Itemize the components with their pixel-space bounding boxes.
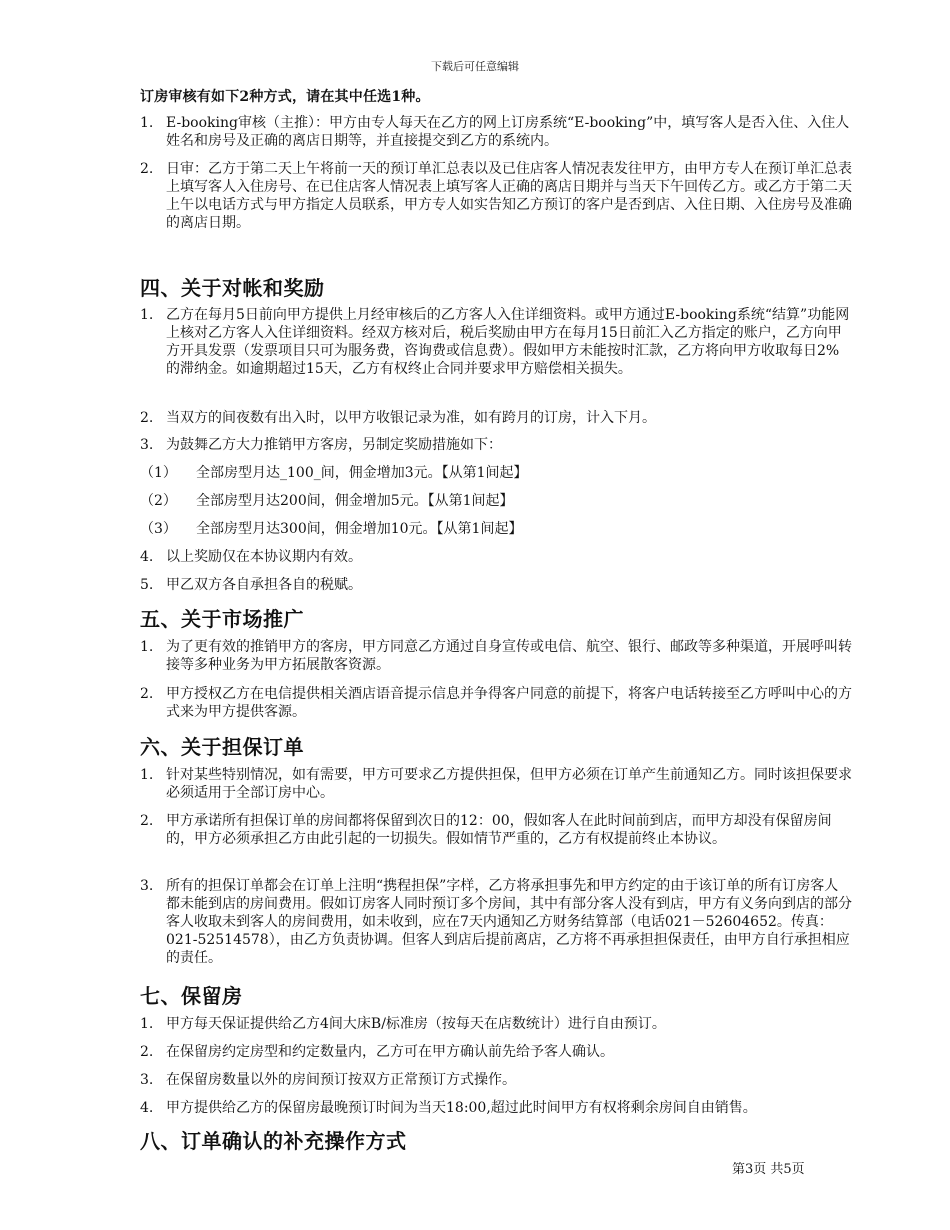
item-number: 2. [140, 686, 154, 702]
item-text: 日审：乙方于第二天上午将前一天的预订单汇总表以及已住店客人情况表发往甲方，由甲方专人在预订单汇总表上填写客人入住房号、在已住店客人情况表上填写客人正确的离店日期并与当天下午回传乙方。或乙方于第二天上午以电话方式与甲方指定人员联系，甲方专人如实告知乙方预订的客户是否到店、入住日期、入住房号及准确的离店日期。 [166, 161, 852, 231]
intro-heading: 订房审核有如下2种方式，请在其中任选1种。 [140, 89, 430, 105]
item-number: 3. [140, 878, 154, 894]
section-7-item-3 [140, 1071, 852, 1089]
section-8-title: 八、订单确认的补充操作方式 [140, 1129, 407, 1153]
item-text: E-booking审核（主推）：甲方由专人每天在乙方的网上订房系统“E-booking”中，填写客人是否入住、入住人姓名和房号及正确的离店日期等，并直接提交到乙方的系统内。 [166, 115, 850, 149]
item-number: 5. [140, 577, 154, 593]
item-text: 乙方在每月5日前向甲方提供上月经审核后的乙方客人入住详细资料。或甲方通过E-booking系统“结算”功能网上核对乙方客人入住详细资料。经双方核对后，税后奖励由甲方在每月15日前汇入乙方指定的账户，乙方向甲方开具发票（发票项目只可为服务费，咨询费或信息费）。假如甲方未能按时汇款，乙方将向甲方收取每日2%的滞纳金。如逾期超过15天，乙方有权终止合同并要求甲方赔偿相关损失。 [166, 307, 850, 377]
item-text: 在保留房数量以外的房间预订按双方正常预订方式操作。 [166, 1072, 516, 1088]
item-text: 甲方提供给乙方的保留房最晚预订时间为当天18:00,超过此时间甲方有权将剩余房间自由销售。 [166, 1100, 757, 1116]
subitem-text: 全部房型月达300间，佣金增加10元。【从第1间起】 [196, 521, 523, 537]
section-5-item-1 [140, 638, 852, 674]
item-number: 4. [140, 1100, 154, 1116]
section-7-item-1 [140, 1015, 852, 1033]
item-text: 甲方授权乙方在电信提供相关酒店语音提示信息并争得客户同意的前提下，将客户电话转接至乙方呼叫中心的方式来为甲方提供客源。 [166, 686, 852, 720]
review-item-2 [140, 160, 852, 232]
section-4-item-4 [140, 548, 852, 566]
page-footer: 第3页 共5页 [732, 1162, 805, 1177]
section-4-item-1 [140, 306, 852, 378]
item-number: 3. [140, 1072, 154, 1088]
section-4-item-2 [140, 409, 852, 427]
item-text: 当双方的间夜数有出入时，以甲方收银记录为准，如有跨月的订房，计入下月。 [166, 410, 656, 426]
item-number: 2. [140, 161, 154, 177]
section-7-title: 七、保留房 [140, 984, 243, 1008]
item-number: 2. [140, 1044, 154, 1060]
subitem-text: 全部房型月达_100_间，佣金增加3元。【从第1间起】 [196, 465, 528, 481]
item-text: 在保留房约定房型和约定数量内，乙方可在甲方确认前先给予客人确认。 [166, 1044, 614, 1060]
item-text: 甲乙双方各自承担各自的税赋。 [166, 577, 362, 593]
subitem-text: 全部房型月达200间，佣金增加5元。【从第1间起】 [196, 493, 514, 509]
item-number: 3. [140, 437, 154, 453]
item-number: 1. [140, 115, 154, 131]
item-text: 为鼓舞乙方大力推销甲方客房，另制定奖励措施如下： [166, 437, 502, 453]
item-number: 2. [140, 813, 154, 829]
item-number: 1. [140, 767, 154, 783]
reward-subitem-3 [140, 520, 852, 538]
section-5-title: 五、关于市场推广 [140, 607, 304, 631]
item-text: 甲方承诺所有担保订单的房间都将保留到次日的12：00，假如客人在此时间前到店，而甲方却没有保留房间的，甲方必须承担乙方由此引起的一切损失。假如情节严重的，乙方有权提前终止本协议。 [166, 813, 832, 847]
section-7-item-4 [140, 1099, 852, 1117]
header-note: 下载后可任意编辑 [431, 60, 519, 73]
section-4-item-3 [140, 436, 852, 454]
section-4-title: 四、关于对帐和奖励 [140, 276, 325, 300]
section-6-item-2 [140, 812, 852, 848]
item-number: 4. [140, 549, 154, 565]
item-text: 以上奖励仅在本协议期内有效。 [166, 549, 362, 565]
review-item-1 [140, 114, 852, 150]
item-text: 针对某些特别情况，如有需要，甲方可要求乙方提供担保，但甲方必须在订单产生前通知乙方。同时该担保要求必须适用于全部订房中心。 [166, 767, 852, 801]
section-7-item-2 [140, 1043, 852, 1061]
item-text: 为了更有效的推销甲方的客房，甲方同意乙方通过自身宣传或电信、航空、银行、邮政等多种渠道，开展呼叫转接等多种业务为甲方拓展散客资源。 [166, 639, 852, 673]
item-number: 1. [140, 307, 154, 323]
subitem-number: （2） [140, 493, 177, 509]
item-text: 所有的担保订单都会在订单上注明“携程担保”字样，乙方将承担事先和甲方约定的由于该订单的所有订房客人都未能到店的房间费用。假如订房客人同时预订多个房间，其中有部分客人没有到店，甲方有义务向到店的部分客人收取未到客人的房间费用，如未收到，应在7天内通知乙方财务结算部（电话021－52604652。传真：021-52514578），由乙方负责协调。但客人到店后提前离店，乙方将不再承担担保责任，由甲方自行承担相应的责任。 [166, 878, 852, 966]
subitem-number: （1） [140, 465, 177, 481]
section-6-title: 六、关于担保订单 [140, 735, 304, 759]
item-text: 甲方每天保证提供给乙方4间大床B/标准房（按每天在店数统计）进行自由预订。 [166, 1016, 666, 1032]
section-4-item-5 [140, 576, 852, 594]
reward-subitem-1 [140, 464, 852, 482]
item-number: 2. [140, 410, 154, 426]
section-6-item-3 [140, 877, 852, 967]
item-number: 1. [140, 639, 154, 655]
reward-subitem-2 [140, 492, 852, 510]
section-5-item-2 [140, 685, 852, 721]
item-number: 1. [140, 1016, 154, 1032]
subitem-number: （3） [140, 521, 177, 537]
section-6-item-1 [140, 766, 852, 802]
